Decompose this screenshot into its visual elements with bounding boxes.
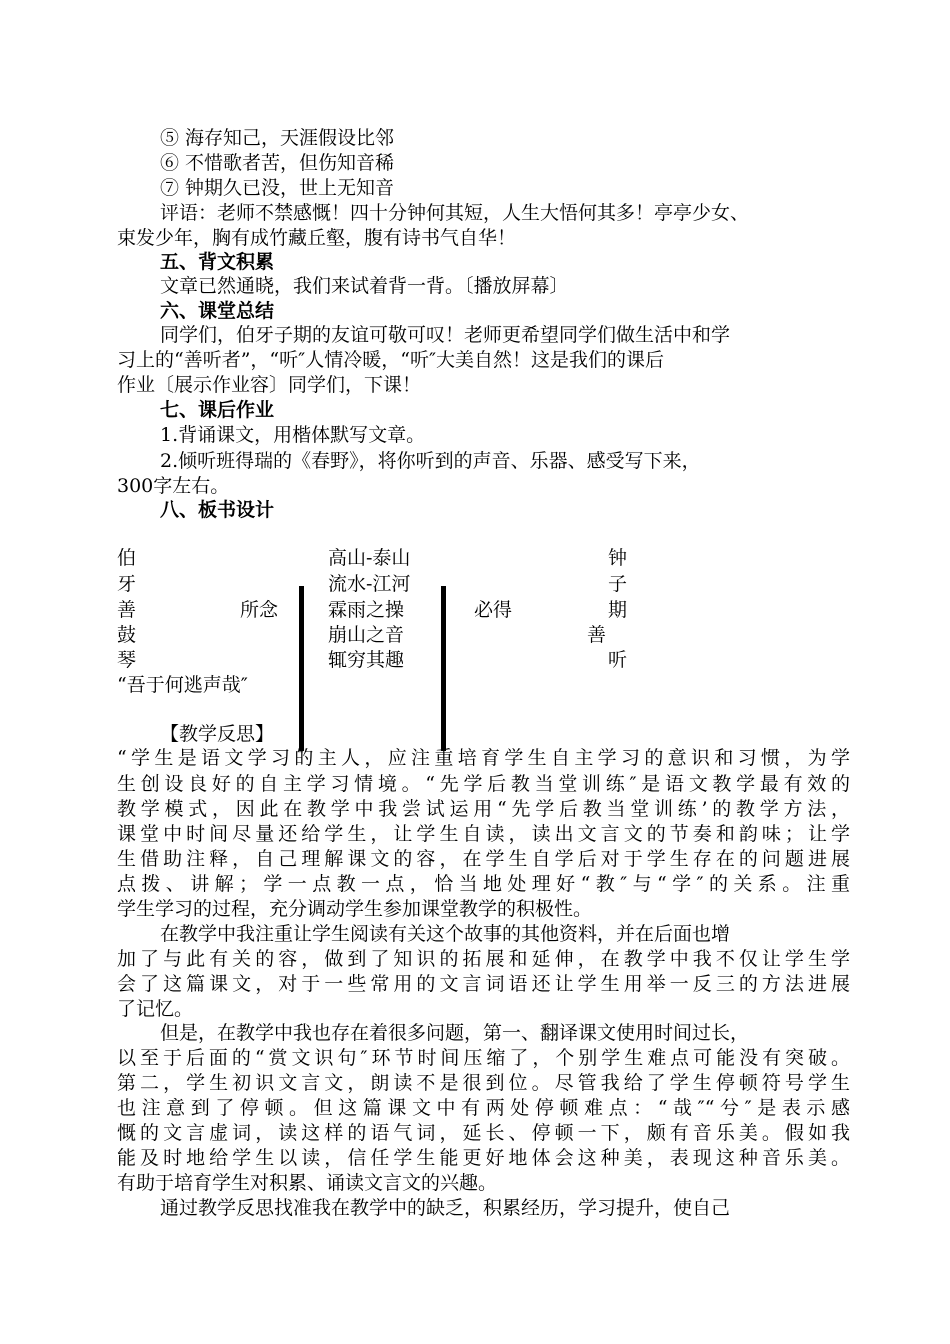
board-left-char: 牙: [117, 573, 137, 595]
reflection-heading: 【教学反思】: [160, 723, 275, 745]
paragraph-line: 会了这篇课文，对于一些常用的文言词语还让学生用举一反三的方法进展: [117, 973, 850, 995]
board-middle-label: 必得: [474, 599, 513, 621]
board-left-label: 所念: [240, 599, 279, 621]
paragraph-line: 生借助注释，自己理解课文的容，在学生自学后对于学生存在的问题进展: [117, 848, 850, 870]
section-heading: 五、背文积累: [160, 251, 275, 273]
paragraph-line: “学生是语文学习的主人，应注重培育学生自主学习的意识和习惯，为学: [117, 747, 850, 769]
homework-item: 300字左右。: [117, 475, 230, 497]
paragraph-line: 通过教学反思找准我在教学中的缺乏，积累经历，学习提升，使自己: [160, 1197, 731, 1219]
homework-item: 2.倾听班得瑞的《春野》，将你听到的声音、乐器、感受写下来，: [160, 450, 701, 472]
board-center-item: 流水-江河: [328, 573, 411, 595]
paragraph-line: 点拨、讲解；学一点教一点，恰当地处理好“教″与“学″的关系。注重: [117, 873, 850, 895]
board-right-char: 期: [608, 599, 628, 621]
paragraph-line: 了记忆。: [117, 998, 194, 1020]
board-left-char: 善: [117, 599, 137, 621]
paragraph-line: 有助于培育学生对积累、诵读文言文的兴趣。: [117, 1172, 498, 1194]
board-left-char: 鼓: [117, 624, 137, 646]
section-heading: 七、课后作业: [160, 399, 275, 421]
board-quote: “吾于何逃声哉″: [117, 674, 248, 696]
board-divider-left: [299, 586, 304, 751]
board-center-item: 霖雨之操: [328, 599, 405, 621]
paragraph-line: 同学们，伯牙子期的友谊可敬可叹！老师更希望同学们做生活中和学: [160, 324, 731, 346]
paragraph-line: 以至于后面的“赏文识句″环节时间压缩了，个别学生难点可能没有突破。: [117, 1047, 850, 1069]
list-item: ⑦ 钟期久已没，世上无知音: [160, 177, 395, 199]
paragraph-line: 能及时地给学生以读，信任学生能更好地体会这种美，表现这种音乐美。: [117, 1147, 850, 1169]
paragraph-line: 教学模式，因此在教学中我尝试运用“先学后教当堂训练’的教学方法，: [117, 798, 850, 820]
paragraph-line: 慨的文言虚词，读这样的语气词，延长、停顿一下，颇有音乐美。假如我: [117, 1122, 850, 1144]
paragraph-line: 第二，学生初识文言文，朗读不是很到位。尽管我给了学生停顿符号学生: [117, 1072, 850, 1094]
list-item: ⑤ 海存知己，天涯假设比邻: [160, 127, 395, 149]
paragraph-line: 习上的“善听者”，“听″人情冷暖，“听″大美自然！这是我们的课后: [117, 349, 665, 371]
board-center-item: 崩山之音: [328, 624, 405, 646]
board-right-char: 善: [587, 624, 607, 646]
comment-line: 评语：老师不禁感慨！四十分钟何其短，人生大悟何其多！亭亭少女、: [160, 202, 750, 224]
section-heading: 八、板书设计: [160, 499, 275, 521]
paragraph-line: 也注意到了停顿。但这篇课文中有两处停顿难点：“哉″“兮″是表示感: [117, 1097, 850, 1119]
paragraph-line: 课堂中时间尽量还给学生，让学生自读，读出文言文的节奏和韵味；让学: [117, 823, 850, 845]
paragraph-line: 生创设良好的自主学习情境。“先学后教当堂训练″是语文教学最有效的: [117, 773, 850, 795]
board-center-item: 高山-泰山: [328, 547, 411, 569]
board-left-char: 伯: [117, 547, 137, 569]
paragraph-line: 在教学中我注重让学生阅读有关这个故事的其他资料，并在后面也增: [160, 923, 731, 945]
homework-item: 1.背诵课文，用楷体默写文章。: [160, 424, 426, 446]
paragraph-line: 但是，在教学中我也存在着很多问题，第一、翻译课文使用时间过长，: [160, 1022, 750, 1044]
paragraph-line: 加了与此有关的容，做到了知识的拓展和延伸，在教学中我不仅让学生学: [117, 948, 850, 970]
board-left-char: 琴: [117, 649, 137, 671]
board-right-char: 钟: [608, 547, 628, 569]
section-heading: 六、课堂总结: [160, 300, 275, 322]
list-item: ⑥ 不惜歌者苦，但伤知音稀: [160, 152, 395, 174]
board-divider-right: [441, 586, 446, 751]
paragraph-line: 文章已然通晓，我们来试着背一背。〔播放屏幕〕: [160, 275, 569, 297]
comment-line: 束发少年，胸有成竹藏丘壑，腹有诗书气自华！: [117, 227, 517, 249]
paragraph-line: 作业〔展示作业容〕同学们，下课！: [117, 374, 422, 396]
paragraph-line: 学生学习的过程，充分调动学生参加课堂教学的积极性。: [117, 898, 593, 920]
board-right-char: 听: [608, 649, 628, 671]
board-right-char: 子: [608, 573, 628, 595]
board-center-item: 辄穷其趣: [328, 649, 405, 671]
